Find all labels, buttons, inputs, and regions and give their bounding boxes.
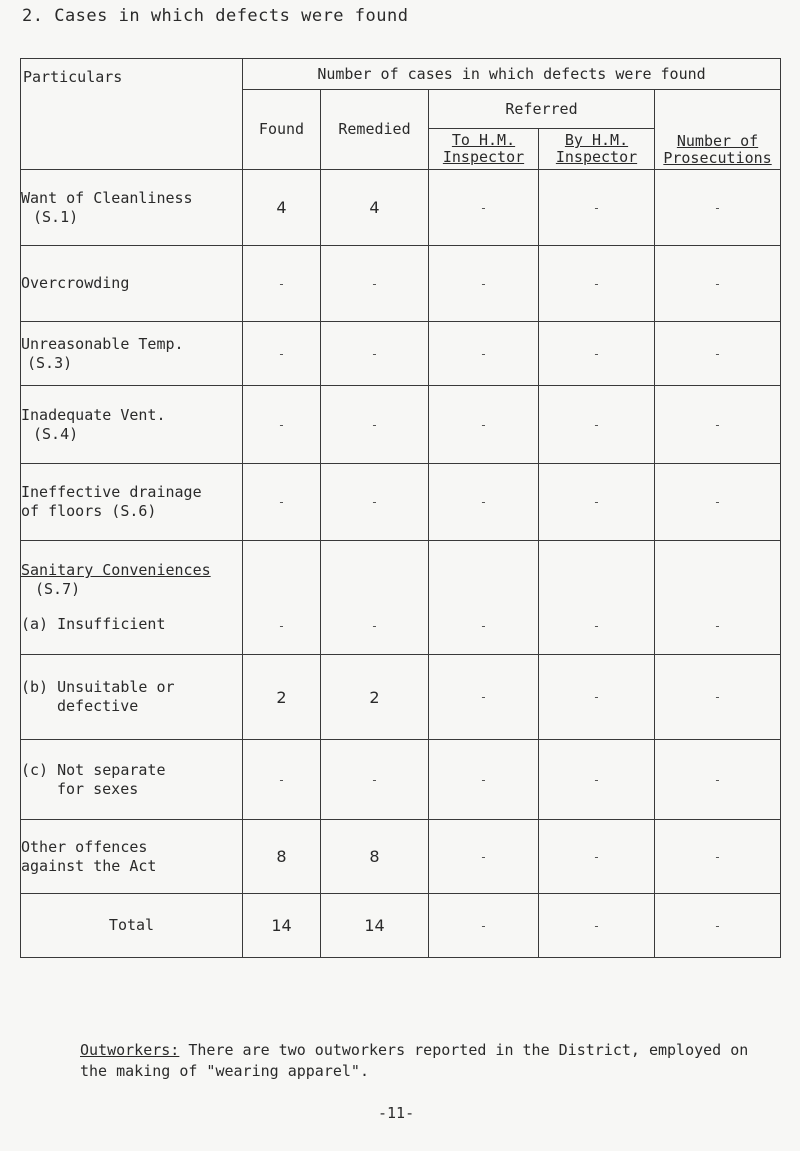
cell-by-hmi: - (539, 820, 655, 894)
row-particulars: Overcrowding (21, 246, 243, 322)
outworkers-text: There are two outworkers reported in the District, employed on the making of "wearing apparel". (80, 1041, 749, 1080)
table-row (21, 170, 781, 246)
row-particulars: Other offences against the Act (21, 820, 243, 894)
defects-table (20, 58, 781, 958)
cell-to-hmi: - (429, 386, 539, 464)
cell-remedied: - (321, 740, 429, 820)
cell-remedied: 14 (321, 894, 429, 958)
row-particulars: Want of Cleanliness (S.1) (21, 170, 243, 246)
cell-to-hmi: - (429, 820, 539, 894)
table-row (21, 386, 781, 464)
cell-prosecutions: - (655, 740, 781, 820)
header-particulars: Particulars (21, 59, 243, 170)
table-row (21, 541, 781, 655)
table-row (21, 464, 781, 541)
cell-by-hmi: - (539, 322, 655, 386)
header-referred: Referred (429, 90, 655, 129)
cell-found: - (243, 246, 321, 322)
cell-remedied: - (321, 541, 429, 655)
cell-found: 8 (243, 820, 321, 894)
cell-to-hmi: - (429, 541, 539, 655)
cell-remedied: - (321, 322, 429, 386)
page-heading: 2. Cases in which defects were found (22, 6, 409, 26)
cell-prosecutions: - (655, 894, 781, 958)
cell-prosecutions: - (655, 464, 781, 541)
cell-to-hmi: - (429, 464, 539, 541)
cell-prosecutions: - (655, 541, 781, 655)
header-number-of-cases: Number of cases in which defects were found (243, 59, 781, 90)
header-found: Found (243, 90, 321, 170)
table-row (21, 740, 781, 820)
cell-by-hmi: - (539, 386, 655, 464)
outworkers-label: Outworkers: (80, 1041, 180, 1059)
cell-remedied: 8 (321, 820, 429, 894)
cell-by-hmi: - (539, 894, 655, 958)
cell-found: 4 (243, 170, 321, 246)
cell-by-hmi: - (539, 464, 655, 541)
table-row (21, 655, 781, 740)
cell-prosecutions: - (655, 386, 781, 464)
cell-by-hmi: - (539, 246, 655, 322)
cell-prosecutions: - (655, 246, 781, 322)
cell-to-hmi: - (429, 322, 539, 386)
cell-to-hmi: - (429, 655, 539, 740)
cell-remedied: - (321, 246, 429, 322)
cell-remedied: 4 (321, 170, 429, 246)
cell-remedied: - (321, 386, 429, 464)
cell-found: - (243, 386, 321, 464)
cell-by-hmi: - (539, 740, 655, 820)
row-particulars: Sanitary Conveniences (S.7) (a) Insufficient (21, 541, 243, 655)
outworkers-note (80, 1040, 780, 1082)
table-row (21, 820, 781, 894)
cell-by-hmi: - (539, 541, 655, 655)
cell-found: 14 (243, 894, 321, 958)
cell-remedied: 2 (321, 655, 429, 740)
header-by-hmi: By H.M. Inspector (539, 129, 655, 170)
cell-prosecutions: - (655, 170, 781, 246)
cell-to-hmi: - (429, 246, 539, 322)
table-row (21, 322, 781, 386)
row-particulars-total: Total (21, 894, 243, 958)
cell-prosecutions: - (655, 322, 781, 386)
row-particulars: (c) Not separate for sexes (21, 740, 243, 820)
header-remedied: Remedied (321, 90, 429, 170)
row-particulars: Inadequate Vent. (S.4) (21, 386, 243, 464)
cell-by-hmi: - (539, 170, 655, 246)
cell-to-hmi: - (429, 740, 539, 820)
cell-found: - (243, 541, 321, 655)
cell-to-hmi: - (429, 894, 539, 958)
cell-remedied: - (321, 464, 429, 541)
row-particulars: Unreasonable Temp. (S.3) (21, 322, 243, 386)
cell-found: - (243, 322, 321, 386)
cell-found: - (243, 464, 321, 541)
cell-found: 2 (243, 655, 321, 740)
row-particulars: Ineffective drainage of floors (S.6) (21, 464, 243, 541)
row-particulars: (b) Unsuitable or defective (21, 655, 243, 740)
table-row (21, 894, 781, 958)
cell-prosecutions: - (655, 655, 781, 740)
cell-prosecutions: - (655, 820, 781, 894)
page-number: -11- (378, 1104, 415, 1122)
cell-found: - (243, 740, 321, 820)
header-prosecutions: Number of Prosecutions (655, 90, 781, 170)
table-row (21, 246, 781, 322)
cell-by-hmi: - (539, 655, 655, 740)
cell-to-hmi: - (429, 170, 539, 246)
header-to-hmi: To H.M. Inspector (429, 129, 539, 170)
